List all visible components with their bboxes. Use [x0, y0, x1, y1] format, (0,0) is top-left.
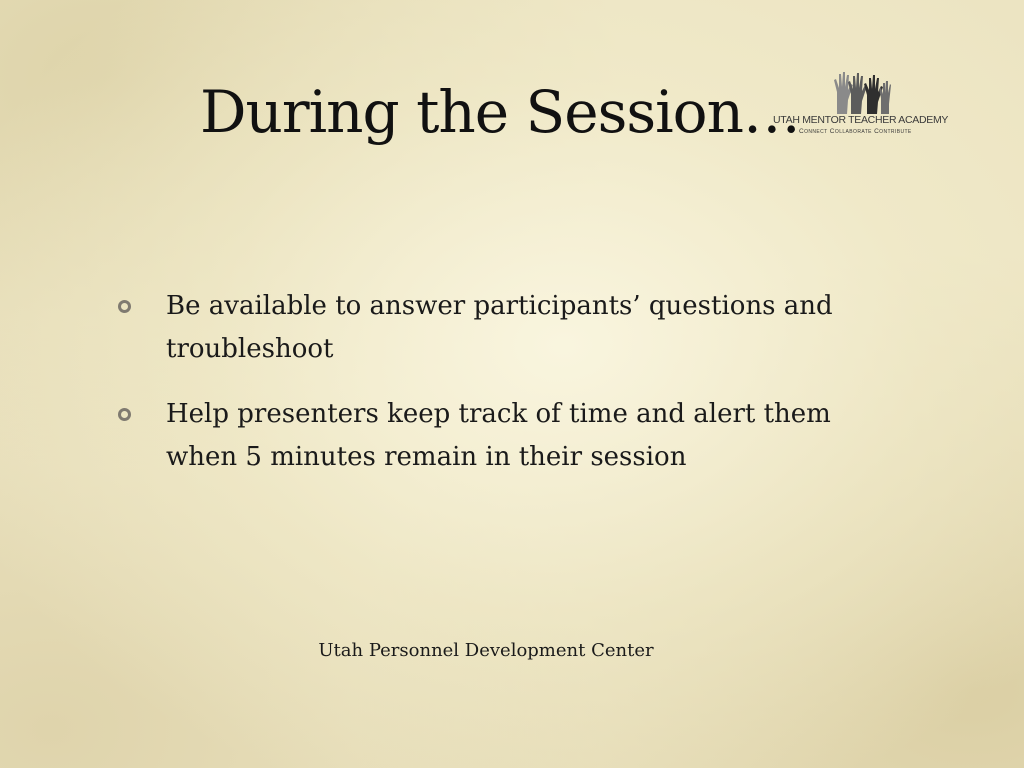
bullet-list: [112, 285, 872, 501]
bullet-item: [112, 393, 872, 479]
slide-title: During the Session…: [200, 78, 800, 146]
academy-logo: [773, 70, 948, 140]
bullet-item: [112, 285, 872, 371]
logo-tagline: Connect Collaborate Contribute: [799, 128, 912, 135]
hollow-circle-bullet-icon: [118, 300, 131, 313]
hollow-circle-bullet-icon: [118, 408, 131, 421]
raised-hands-icon: [831, 70, 891, 114]
bullet-text: Help presenters keep track of time and alert them when 5 minutes remain in their session: [166, 399, 831, 472]
logo-title: UTAH MENTOR TEACHER ACADEMY: [773, 114, 949, 126]
bullet-text: Be available to answer participants’ questions and troubleshoot: [166, 291, 833, 364]
slide-footer: Utah Personnel Development Center: [318, 640, 654, 661]
